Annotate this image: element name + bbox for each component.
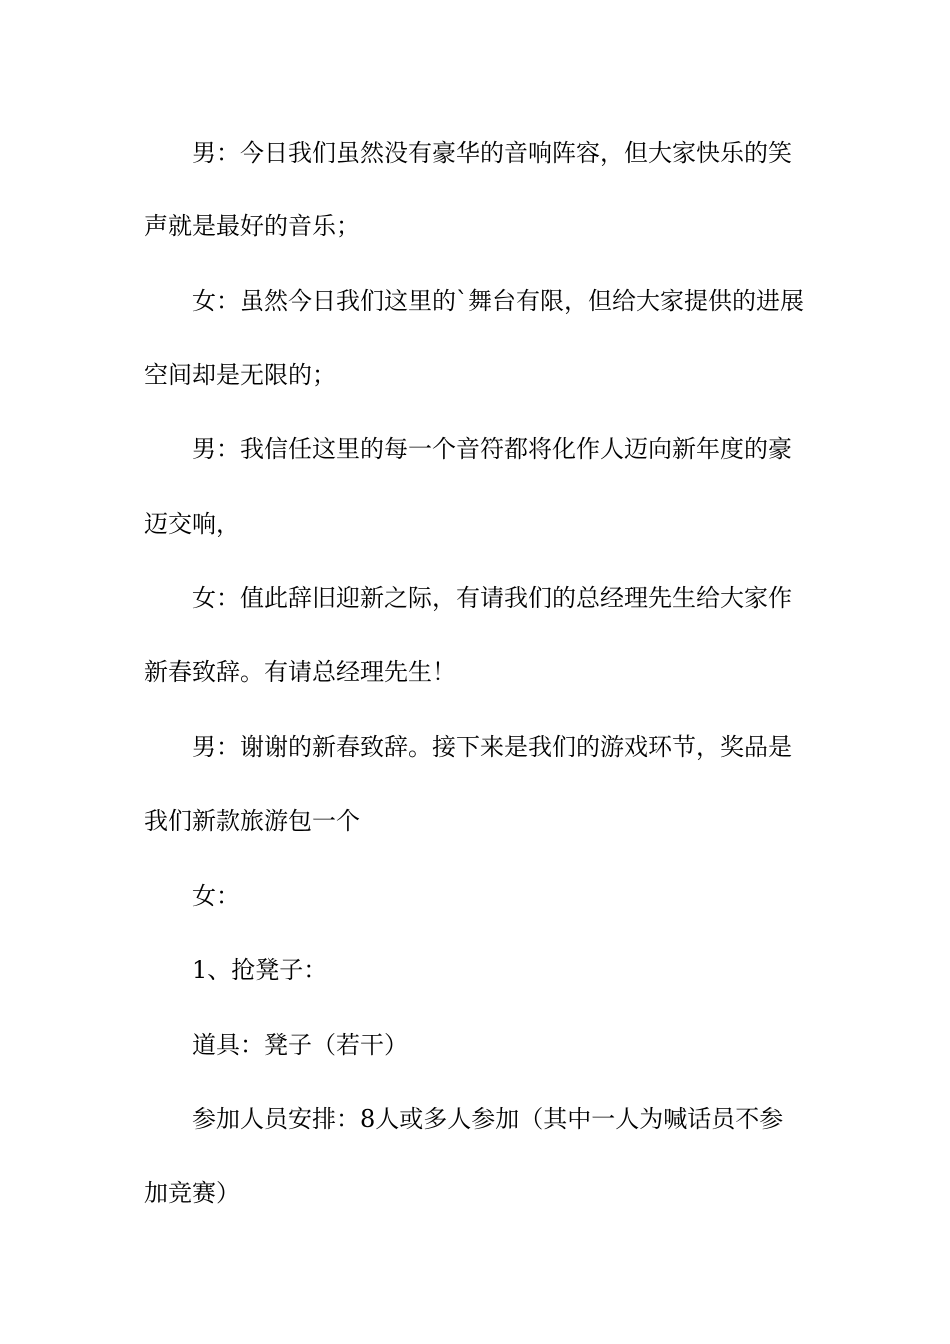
- paragraph-line: 空间却是无限的；: [144, 361, 336, 389]
- paragraph-line: 女：值此辞旧迎新之际，有请我们的总经理先生给大家作: [192, 584, 792, 612]
- paragraph-line: 新春致辞。有请总经理先生！: [144, 658, 456, 686]
- paragraph-line: 声就是最好的音乐；: [144, 212, 360, 240]
- paragraph-line: 我们新款旅游包一个: [144, 807, 360, 835]
- paragraph-line: 迈交响，: [144, 510, 240, 538]
- paragraph-line: 男：今日我们虽然没有豪华的音响阵容，但大家快乐的笑: [192, 139, 792, 167]
- paragraph-line: 男：谢谢的新春致辞。接下来是我们的游戏环节，奖品是: [192, 733, 792, 761]
- paragraph-line: 女：: [192, 882, 240, 910]
- paragraph-line: 女：虽然今日我们这里的`舞台有限，但给大家提供的进展: [192, 287, 804, 315]
- paragraph-line: 男：我信任这里的每一个音符都将化作人迈向新年度的豪: [192, 435, 792, 463]
- list-item-heading: 1、抢凳子：: [192, 956, 328, 984]
- paragraph-line: 道具：凳子（若干）: [192, 1031, 408, 1059]
- paragraph-line: 加竞赛）: [144, 1179, 240, 1207]
- paragraph-line: 参加人员安排：8人或多人参加（其中一人为喊话员不参: [192, 1105, 784, 1133]
